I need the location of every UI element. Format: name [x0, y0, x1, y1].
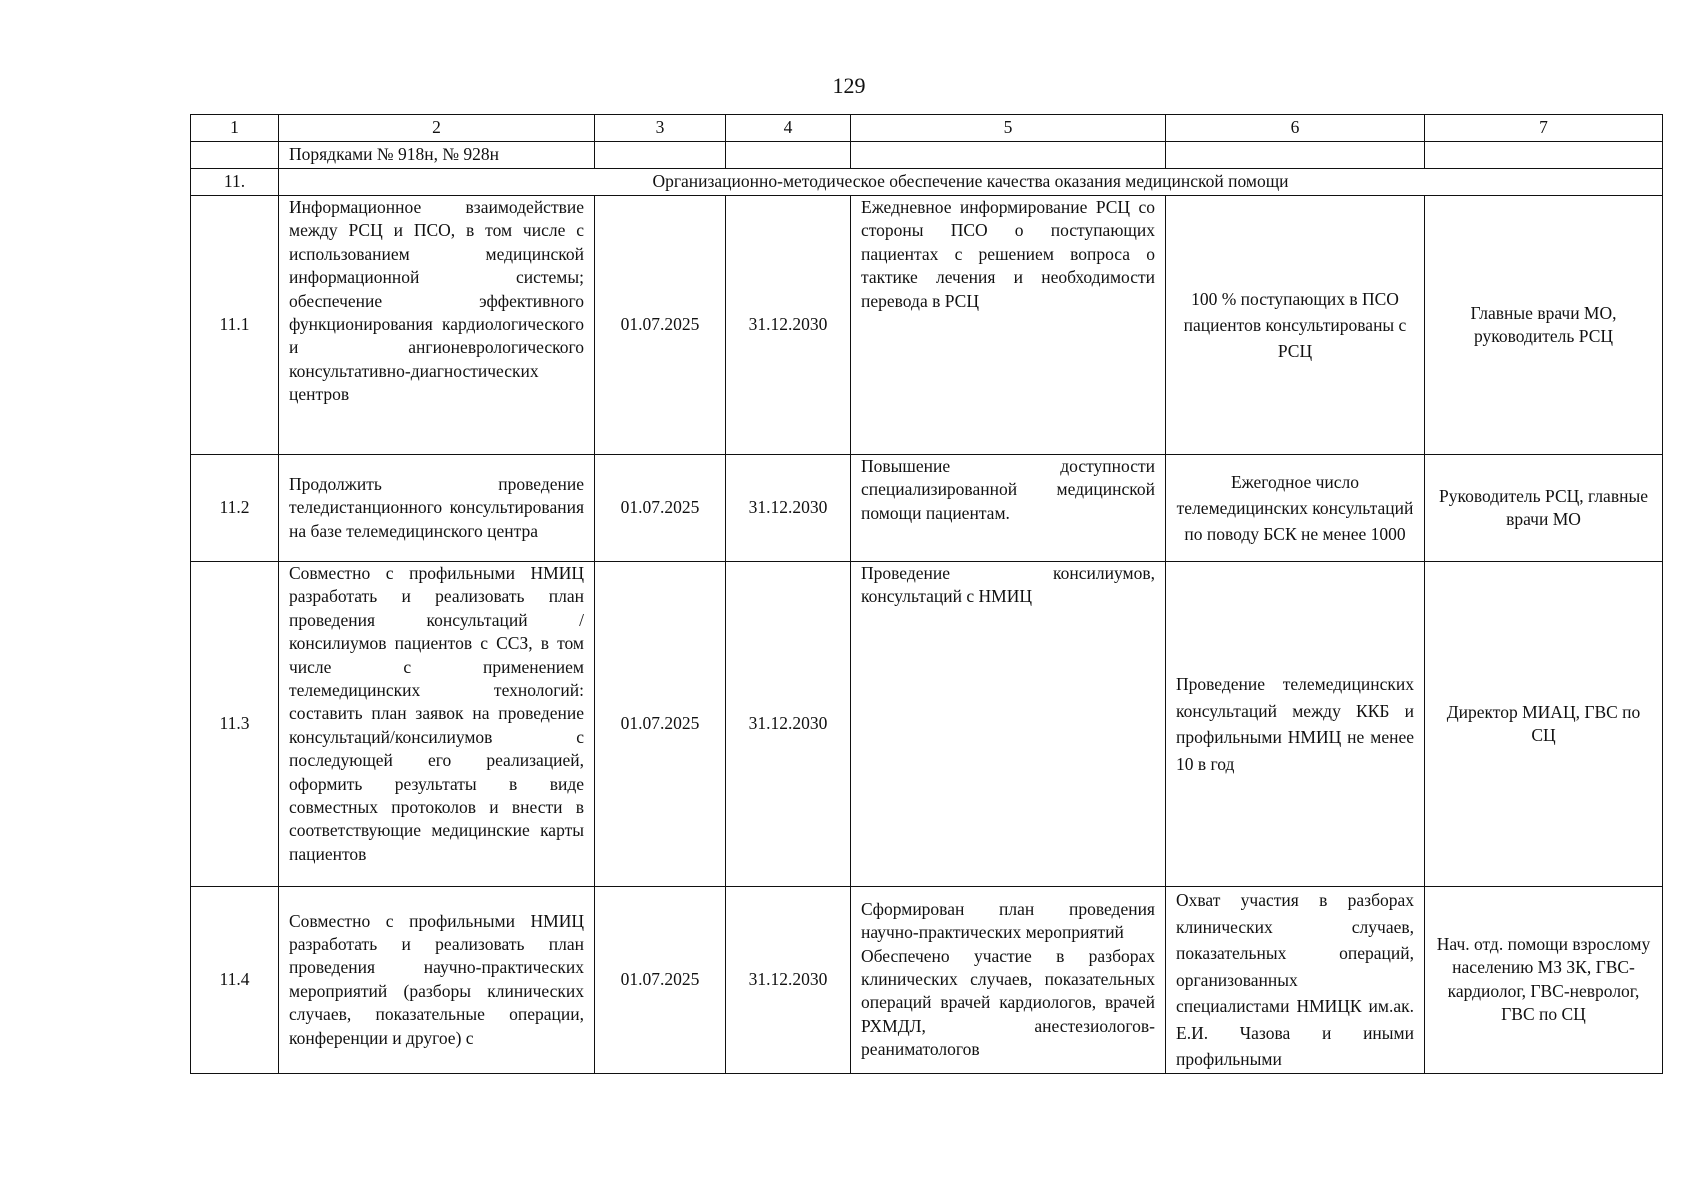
- responsible-cell: Главные врачи МО, руководитель РСЦ: [1425, 196, 1663, 455]
- indicator-cell: Ежегодное число телемедицинских консультаций по поводу БСК не менее 1000: [1166, 455, 1425, 562]
- indicator-cell: 100 % поступающих в ПСО пациентов консультированы с РСЦ: [1166, 196, 1425, 455]
- responsible-cell: Директор МИАЦ, ГВС по СЦ: [1425, 562, 1663, 887]
- table-row: [191, 562, 1663, 887]
- column-header: 4: [726, 115, 851, 142]
- column-header: 3: [595, 115, 726, 142]
- start-date: 01.07.2025: [595, 562, 726, 887]
- start-date: 01.07.2025: [595, 455, 726, 562]
- result-cell: Ежедневное информирование РСЦ со стороны ПСО о поступающих пациентах с решением вопроса о тактике лечения и необходимости перевода в РСЦ: [851, 196, 1166, 455]
- table-row: [191, 455, 1663, 562]
- column-header: 6: [1166, 115, 1425, 142]
- column-header: 7: [1425, 115, 1663, 142]
- activity-cell: Продолжить проведение теледистанционного консультирования на базе телемедицинского центра: [279, 455, 595, 562]
- end-date: 31.12.2030: [726, 455, 851, 562]
- column-header: 5: [851, 115, 1166, 142]
- responsible-cell: Нач. отд. помощи взрослому населению МЗ ЗК, ГВС-кардиолог, ГВС-невролог, ГВС по СЦ: [1425, 887, 1663, 1074]
- section-number: 11.: [191, 169, 279, 196]
- end-date: 31.12.2030: [726, 887, 851, 1074]
- activity-cell: Совместно с профильными НМИЦ разработать и реализовать план проведения консультаций / консилиумов пациентов с ССЗ, в том числе с применением телемедицинских технологий: составить план заявок на проведение консультаций/консилиумов с последующей его реализацией, оформить результаты в виде совместных протоколов и внести в соответствующие медицинские карты пациентов: [279, 562, 595, 887]
- result-cell: Сформирован план проведения научно-практических мероприятий Обеспечено участие в разборах клинических случаев, показательных операций врачей кардиологов, врачей РХМДЛ, анестезиологов-реаниматологов: [851, 887, 1166, 1074]
- continuation-text: Порядками № 918н, № 928н: [279, 142, 595, 169]
- section-title: Организационно-методическое обеспечение качества оказания медицинской помощи: [279, 169, 1663, 196]
- activity-table: [190, 114, 1663, 1074]
- row-number: 11.3: [191, 562, 279, 887]
- continuation-row: [191, 142, 1663, 169]
- responsible-cell: Руководитель РСЦ, главные врачи МО: [1425, 455, 1663, 562]
- column-header: 2: [279, 115, 595, 142]
- start-date: 01.07.2025: [595, 196, 726, 455]
- end-date: 31.12.2030: [726, 196, 851, 455]
- page-number: 129: [832, 73, 866, 98]
- activity-cell: Информационное взаимодействие между РСЦ и ПСО, в том числе с использованием медицинской информационной системы; обеспечение эффективного функционирования кардиологического и ангионеврологического консультативно-диагностических центров: [279, 196, 595, 455]
- table-header-row: [191, 115, 1663, 142]
- indicator-cell: Охват участия в разборах клинических случаев, показательных операций, организованных специалистами НМИЦК им.ак. Е.И. Чазова и иными профильными: [1166, 887, 1425, 1074]
- end-date: 31.12.2030: [726, 562, 851, 887]
- activity-cell: Совместно с профильными НМИЦ разработать и реализовать план проведения научно-практических мероприятий (разборы клинических случаев, показательные операции, конференции и другое) с: [279, 887, 595, 1074]
- section-row: [191, 169, 1663, 196]
- result-cell: Повышение доступности специализированной медицинской помощи пациентам.: [851, 455, 1166, 562]
- result-cell: Проведение консилиумов, консультаций с НМИЦ: [851, 562, 1166, 887]
- row-number: 11.2: [191, 455, 279, 562]
- table-row: [191, 887, 1663, 1074]
- start-date: 01.07.2025: [595, 887, 726, 1074]
- table-row: [191, 196, 1663, 455]
- column-header: 1: [191, 115, 279, 142]
- indicator-cell: Проведение телемедицинских консультаций между ККБ и профильными НМИЦ не менее 10 в год: [1166, 562, 1425, 887]
- row-number: 11.4: [191, 887, 279, 1074]
- row-number: 11.1: [191, 196, 279, 455]
